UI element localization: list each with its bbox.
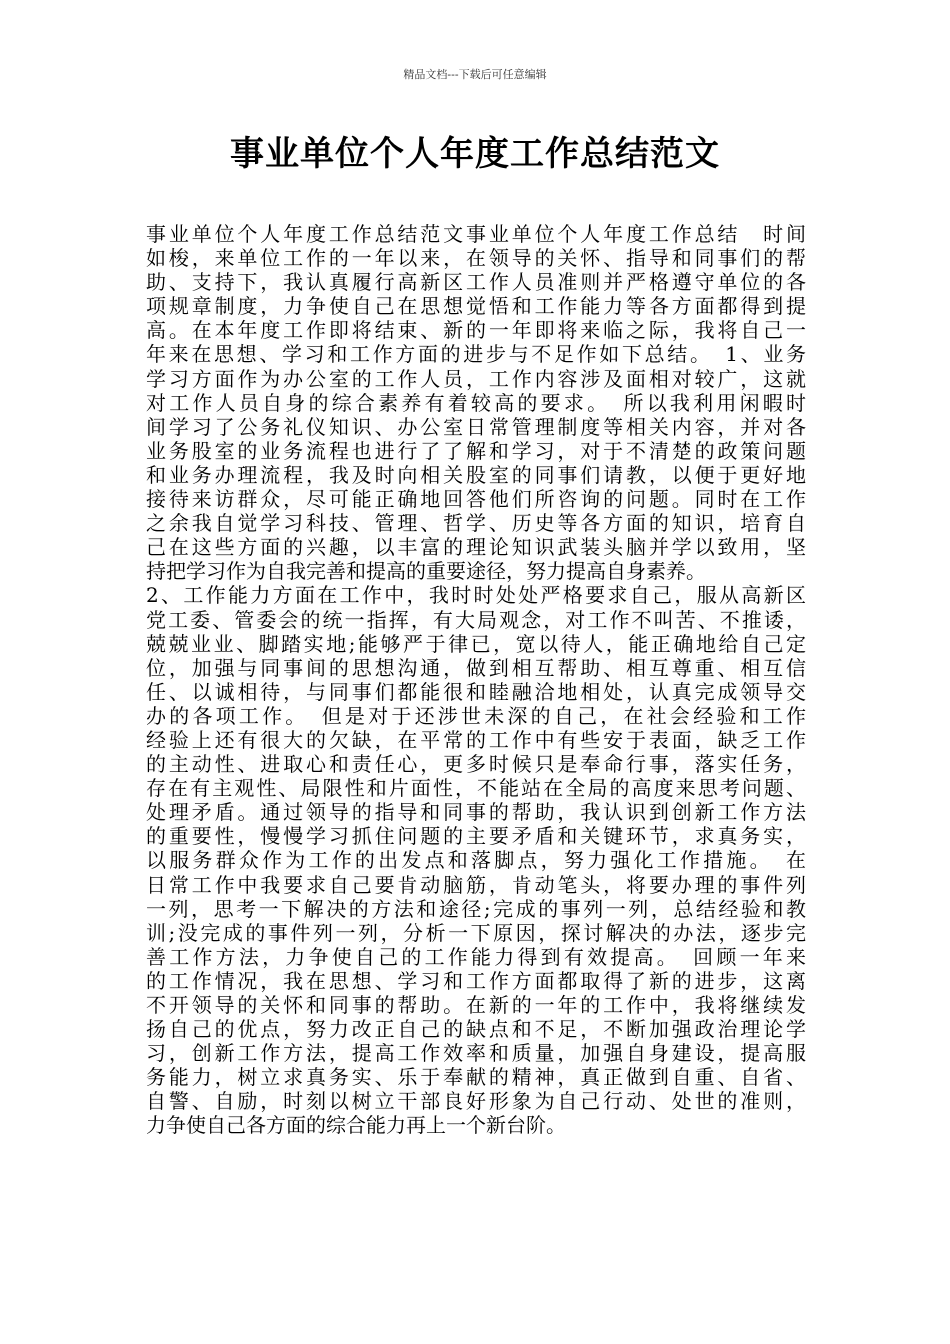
body-text-line: 之余我自觉学习科技、管理、哲学、历史等各方面的知识，培育自 [146,511,806,536]
body-text-line: 任、以诚相待，与同事们都能很和睦融洽地相处，认真完成领导交 [146,679,806,704]
document-body [146,222,806,1138]
body-text-line: 助、支持下，我认真履行高新区工作人员准则并严格遵守单位的各 [146,270,806,295]
body-text-line: 对工作人员自身的综合素养有着较高的要求。 所以我利用闲暇时 [146,390,806,415]
body-text-line: 以服务群众作为工作的出发点和落脚点，努力强化工作措施。 在 [146,848,806,873]
body-text-line: 办的各项工作。 但是对于还涉世未深的自己，在社会经验和工作 [146,703,806,728]
body-text-line: 善工作方法，力争使自己的工作能力得到有效提高。 回顾一年来 [146,944,806,969]
body-text-line: 党工委、管委会的统一指挥，有大局观念，对工作不叫苦、不推诿， [146,607,806,632]
body-text-line: 务能力，树立求真务实、乐于奉献的精神，真正做到自重、自省、 [146,1065,806,1090]
body-text-line: 力争使自己各方面的综合能力再上一个新台阶。 [146,1113,566,1138]
body-text-line: 兢兢业业、脚踏实地;能够严于律已，宽以待人，能正确地给自己定 [146,631,806,656]
body-text-line: 己在这些方面的兴趣，以丰富的理论知识武装头脑并学以致用，坚 [146,535,806,560]
body-text-line: 和业务办理流程，我及时向相关股室的同事们请教，以便于更好地 [146,462,806,487]
body-text-line: 习，创新工作方法，提高工作效率和质量，加强自身建设，提高服 [146,1041,806,1066]
body-text-line: 处理矛盾。通过领导的指导和同事的帮助，我认识到创新工作方法 [146,800,806,825]
body-text-line: 的工作情况，我在思想、学习和工作方面都取得了新的进步，这离 [146,968,806,993]
body-text-line: 间学习了公务礼仪知识、办公室日常管理制度等相关内容，并对各 [146,414,806,439]
body-text-line: 如梭，来单位工作的一年以来，在领导的关怀、指导和同事们的帮 [146,246,806,271]
body-text-line: 年来在思想、学习和工作方面的进步与不足作如下总结。 1、业务 [146,342,806,367]
document-title: 事业单位个人年度工作总结范文 [230,134,720,174]
body-text-line: 事业单位个人年度工作总结范文事业单位个人年度工作总结 时间 [146,222,806,246]
body-text-line: 接待来访群众，尽可能正确地回答他们所咨询的问题。同时在工作 [146,487,806,512]
body-text-line: 的主动性、进取心和责任心，更多时候只是奉命行事，落实任务， [146,752,806,777]
body-text-line: 存在有主观性、局限性和片面性，不能站在全局的高度来思考问题、 [146,776,806,801]
body-text-line: 扬自己的优点，努力改正自己的缺点和不足，不断加强政治理论学 [146,1017,806,1042]
body-text-line: 2、工作能力方面在工作中，我时时处处严格要求自己，服从高新区 [146,583,806,608]
body-text-line: 位，加强与同事间的思想沟通，做到相互帮助、相互尊重、相互信 [146,655,806,680]
body-text-line: 不开领导的关怀和同事的帮助。在新的一年的工作中，我将继续发 [146,993,806,1017]
body-text-line: 项规章制度，力争使自己在思想觉悟和工作能力等各方面都得到提 [146,294,806,319]
body-text-line: 持把学习作为自我完善和提高的重要途径，努力提高自身素养。 [146,559,706,584]
body-text-line: 一列，思考一下解决的方法和途径;完成的事列一列，总结经验和教 [146,896,806,921]
body-text-line: 训;没完成的事件列一列，分析一下原因，探讨解决的办法，逐步完 [146,920,806,945]
body-text-line: 高。在本年度工作即将结束、新的一年即将来临之际，我将自己一 [146,318,806,343]
body-text-line: 自警、自励，时刻以树立干部良好形象为自己行动、处世的准则， [146,1089,806,1114]
body-text-line: 经验上还有很大的欠缺，在平常的工作中有些安于表面，缺乏工作 [146,727,806,752]
body-text-line: 学习方面作为办公室的工作人员，工作内容涉及面相对较广，这就 [146,366,806,391]
page-header-note: 精品文档---下载后可任意编辑 [403,68,547,81]
body-text-line: 业务股室的业务流程也进行了了解和学习，对于不清楚的政策问题 [146,438,806,463]
body-text-line: 日常工作中我要求自己要肯动脑筋，肯动笔头，将要办理的事件列 [146,872,806,897]
body-text-line: 的重要性，慢慢学习抓住问题的主要矛盾和关键环节，求真务实， [146,824,806,849]
